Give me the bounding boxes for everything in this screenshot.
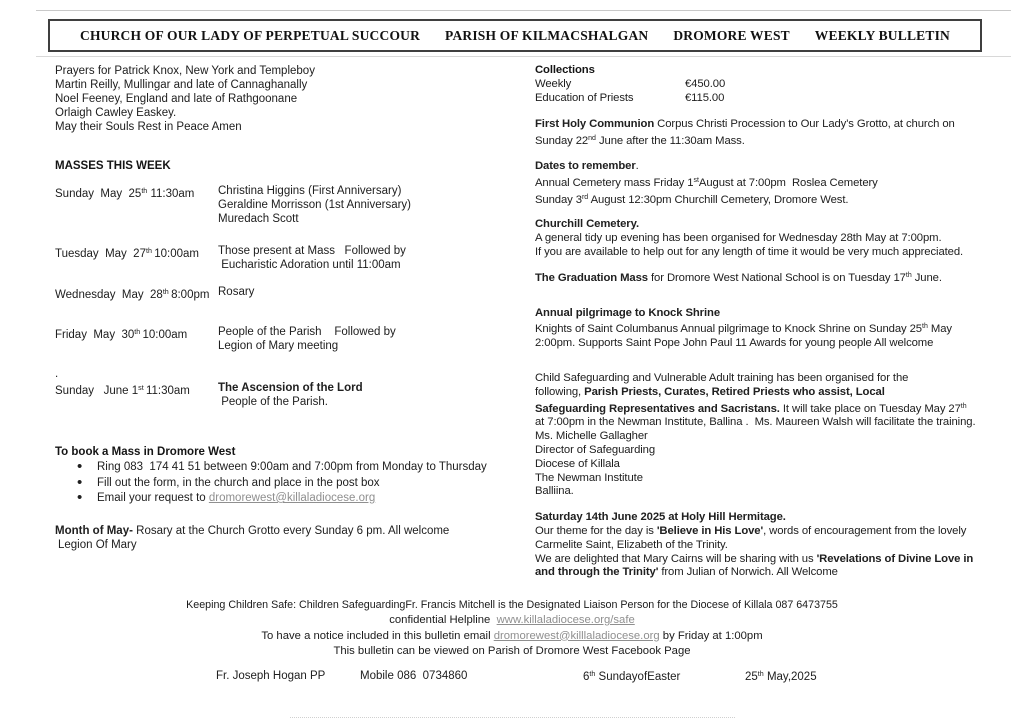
booking-instructions xyxy=(55,460,525,507)
mass-details: People of the Parish Followed by Legion of Mary meeting xyxy=(218,326,396,352)
collections-heading: Collections xyxy=(535,64,595,76)
first-holy-communion-notice: First Holy Communion Corpus Christi Procession to Our Lady's Grotto, at church on Sunday 22nd June after the 11:30am Mass. xyxy=(535,118,955,148)
mass-when: Tuesday May 27th 10:00am xyxy=(55,247,199,260)
footer-bottom-row xyxy=(0,670,1024,688)
liturgical-sunday: 6th SundayofEaster xyxy=(583,670,681,683)
confidential-helpline-line: confidential Helpline www.killaladiocese.org/safe xyxy=(389,614,635,626)
collection-row-weekly xyxy=(535,78,1017,92)
prayer-line: Prayers for Patrick Knox, New York and Templeboy xyxy=(55,65,315,77)
legion-of-mary-line: Legion Of Mary xyxy=(58,538,137,551)
mass-row-wednesday-may-28 xyxy=(55,285,525,302)
bulletin-header xyxy=(48,19,982,52)
prayer-line: Orlaigh Cawley Easkey. xyxy=(55,107,177,119)
masses-heading: MASSES THIS WEEK xyxy=(55,160,171,172)
prayer-line: Martin Reilly, Mullingar and late of Cannaghanally xyxy=(55,79,308,91)
facebook-page-line: This bulletin can be viewed on Parish of Dromore West Facebook Page xyxy=(333,645,691,657)
priest-name: Fr. Joseph Hogan PP xyxy=(216,670,326,682)
safeguarding-website-link[interactable]: www.killaladiocese.org/safe xyxy=(496,614,635,626)
collection-row-education xyxy=(535,92,1017,106)
booking-heading: To book a Mass in Dromore West xyxy=(55,446,236,458)
churchill-cemetery-notice: Churchill Cemetery. A general tidy up evening has been organised for Wednesday 28th May at 7:00pm. If you are available to help out for any length of time it would be very much appreciated. xyxy=(535,218,964,258)
bulletin-date: 25th May,2025 xyxy=(745,670,817,683)
mass-row-sunday-june-1 xyxy=(55,381,525,409)
header-title-parish: PARISH OF KILMACSHALGAN xyxy=(445,27,649,43)
prayers-list xyxy=(55,64,525,134)
dates-to-remember: Dates to remember. Annual Cemetery mass Friday 1stAugust at 7:00pm Roslea Cemetery Sunday 3rd August 12:30pm Churchill Cemetery, Dromore West. xyxy=(535,159,878,206)
bottom-scan-line xyxy=(290,717,735,718)
header-title-church: CHURCH OF OUR LADY OF PERPETUAL SUCCOUR xyxy=(80,27,421,43)
mass-when: Sunday June 1st 11:30am xyxy=(55,384,190,397)
header-under-rule xyxy=(36,56,1011,57)
mass-row-tuesday-may-27 xyxy=(55,244,525,272)
mass-details: Those present at Mass Followed by Eucharistic Adoration until 11:00am xyxy=(218,245,406,271)
month-of-may-notice: Month of May- Rosary at the Church Grotto every Sunday 6 pm. All welcome xyxy=(55,524,450,537)
collection-amount: €115.00 xyxy=(685,91,725,104)
stray-period: . xyxy=(55,368,59,380)
mass-when: Sunday May 25th 11:30am xyxy=(55,187,195,200)
booking-email-link[interactable]: dromorewest@killaladiocese.org xyxy=(208,492,376,504)
collection-label: Weekly xyxy=(535,77,572,90)
mass-details: The Ascension of the Lord People of the Parish. xyxy=(218,382,363,408)
bulletin-email-link[interactable]: dromorewest@killlaladiocese.org xyxy=(493,629,660,642)
mass-details: Christina Higgins (First Anniversary) Geraldine Morrisson (1st Anniversary) Muredach Scott xyxy=(218,185,412,225)
booking-bullet-email: • Email your request to dromorewest@killaladiocese.org xyxy=(97,491,525,507)
mass-when: Wednesday May 28th 8:00pm xyxy=(55,288,210,301)
safeguarding-liaison-line: Keeping Children Safe: Children SafeguardingFr. Francis Mitchell is the Designated Liaison Person for the Diocese of Killala 087 6473755 xyxy=(186,599,838,611)
booking-bullet-ring: • Ring 083 174 41 51 between 9:00am and 7:00pm from Monday to Thursday xyxy=(97,460,525,476)
collection-label: Education of Priests xyxy=(535,91,634,104)
prayer-line: Noel Feeney, England and late of Rathgoonane xyxy=(55,93,298,105)
left-column xyxy=(55,64,525,552)
header-title-place: DROMORE WEST xyxy=(673,27,790,43)
knock-pilgrimage-notice: Annual pilgrimage to Knock Shrine Knights of Saint Columbanus Annual pilgrimage to Knock Shrine on Sunday 25th May 2:00pm. Supports Saint Pope John Paul 11 Awards for young people All welcome xyxy=(535,306,952,350)
mass-when: Friday May 30th 10:00am xyxy=(55,328,188,341)
safeguarding-training-notice: Child Safeguarding and Vulnerable Adult training has been organised for the following, Parish Priests, Curates, Retired Priests who assist, Local Safeguarding Representatives and Sacristans. It will take place on Tuesday May 27th at 7:00pm in the Newman Institute, Ballina . Ms. Maureen Walsh will facilitate the training. Ms. Michelle Gallagher Director of Safeguarding Diocese of Killala The Newman Institute Balliina. xyxy=(535,371,976,498)
right-column xyxy=(535,64,1017,580)
mass-details: Rosary xyxy=(218,286,255,298)
mass-row-sunday-may-25 xyxy=(55,184,525,226)
holy-hill-hermitage-notice: Saturday 14th June 2025 at Holy Hill Hermitage. Our theme for the day is 'Believe in His Love', words of encouragement from the lovely Carmelite Saint, Elizabeth of the Trinity. We are delighted that Mary Cairns will be sharing with us 'Revelations of Divine Love in and through the Trinity' from Julian of Norwich. All Welcome xyxy=(535,511,974,579)
notice-submission-line: To have a notice included in this bulletin email dromorewest@killlaladiocese.org by Friday at 1:00pm xyxy=(261,629,763,642)
header-title-bulletin: WEEKLY BULLETIN xyxy=(814,27,950,43)
top-rule xyxy=(36,10,1011,11)
footer xyxy=(0,597,1024,683)
graduation-mass-notice: The Graduation Mass for Dromore West National School is on Tuesday 17th June. xyxy=(535,271,942,284)
priest-mobile: Mobile 086 0734860 xyxy=(360,670,468,682)
prayer-line: May their Souls Rest in Peace Amen xyxy=(55,121,242,133)
collection-amount: €450.00 xyxy=(685,77,726,90)
mass-row-friday-may-30 xyxy=(55,325,525,353)
booking-bullet-form: • Fill out the form, in the church and place in the post box xyxy=(97,476,525,492)
